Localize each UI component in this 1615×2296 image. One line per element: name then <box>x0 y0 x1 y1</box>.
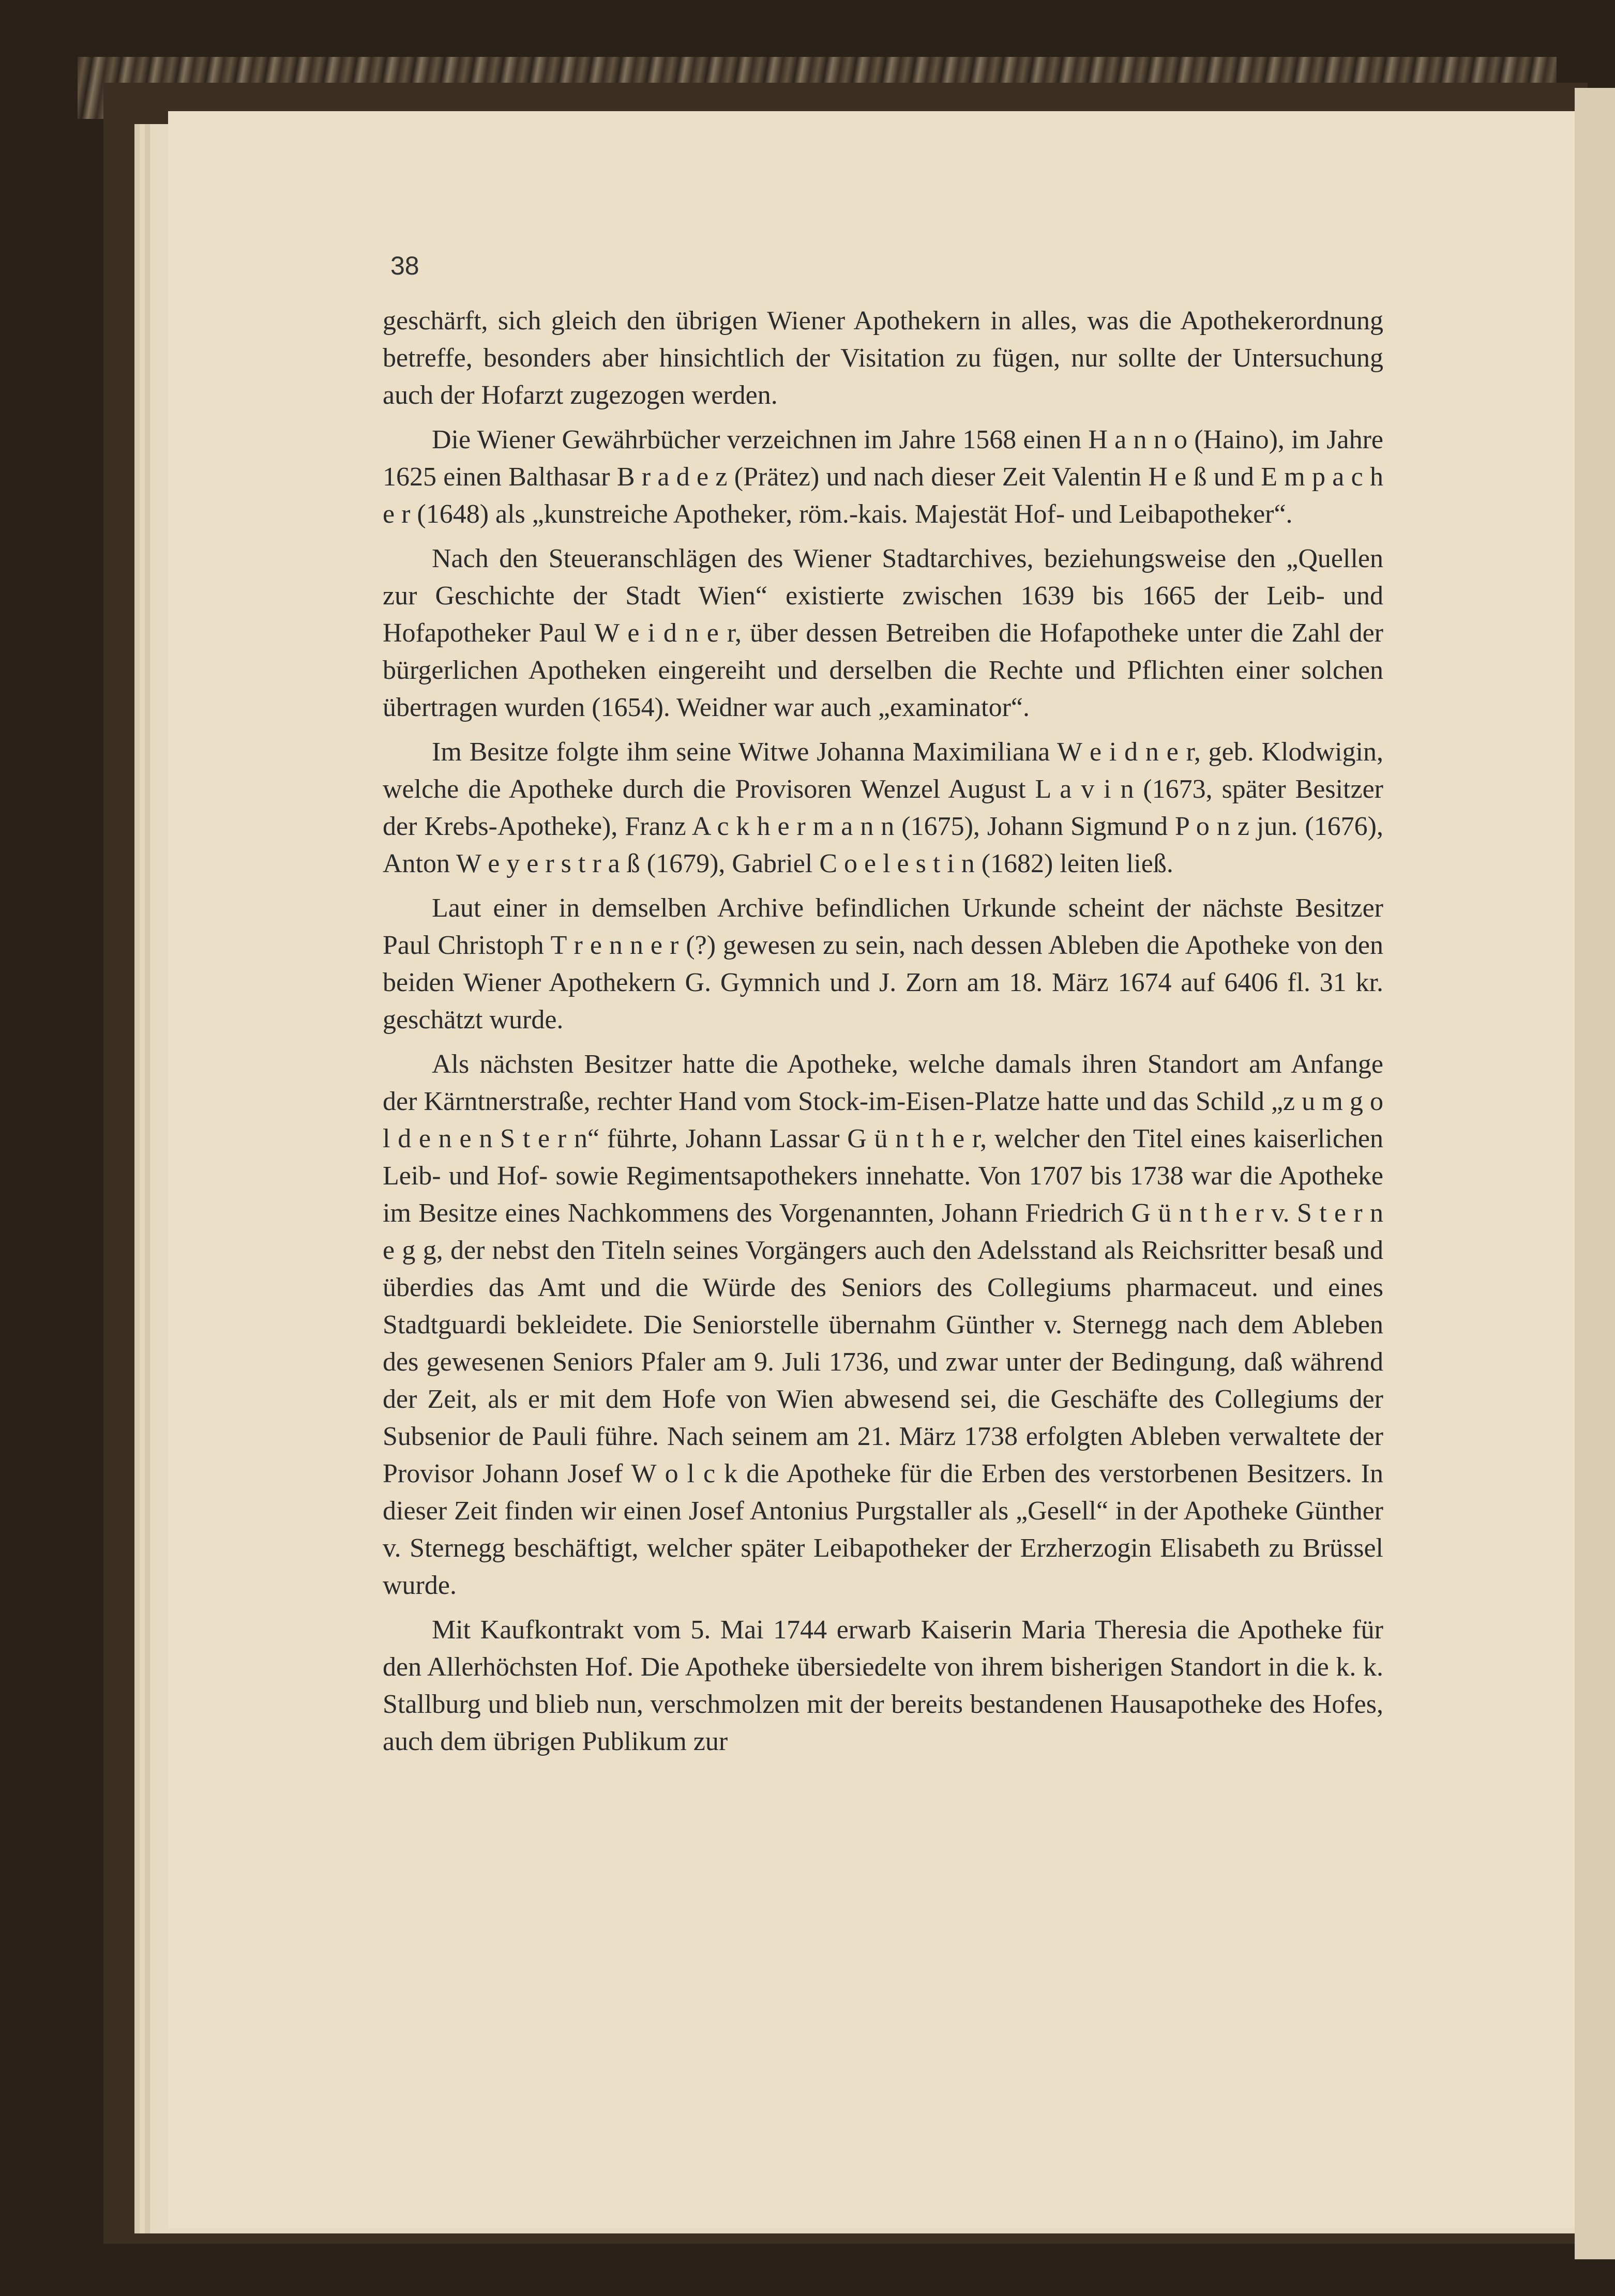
paragraph: Nach den Steueranschlägen des Wiener Stadtarchives, beziehungsweise den „Quellen zur Geschichte der Stadt Wien“ existierte zwischen 1639 bis 1665 der Leib- und Hofapotheker Paul W e i d n e r, über dessen Betreiben die Hofapotheke unter die Zahl der bürgerlichen Apotheken eingereiht und derselben die Rechte und Pflichten einer solchen übertragen wurden (1654). Weidner war auch „examinator“. <box>383 544 1383 722</box>
page-number: 38 <box>390 251 419 280</box>
paragraph: Im Besitze folgte ihm seine Witwe Johanna Maximiliana W e i d n e r, geb. Klodwigin, welche die Apotheke durch die Provisoren Wenzel August L a v i n (1673, später Besitzer der Krebs-Apotheke), Franz A c k h e r m a n n (1675), Johann Sigmund P o n z jun. (1676), Anton W e y e r s t r a ß (1679), Gabriel C o e l e s t i n (1682) leiten ließ. <box>383 737 1383 878</box>
paragraph: Mit Kaufkontrakt vom 5. Mai 1744 erwarb Kaiserin Maria Theresia die Apotheke für den Allerhöchsten Hof. Die Apotheke übersiedelte von ihrem bisherigen Standort in die k. k. Stallburg und blieb nun, verschmolzen mit der bereits bestandenen Hausapotheke des Hofes, auch dem übrigen Publikum zur <box>383 1615 1383 1756</box>
page-body <box>383 302 1383 1768</box>
paragraph: Die Wiener Gewährbücher verzeichnen im Jahre 1568 einen H a n n o (Haino), im Jahre 1625 einen Balthasar B r a d e z (Prätez) und nach dieser Zeit Valentin H e ß und E m p a c h e r (1648) als „kunstreiche Apotheker, röm.-kais. Majestät Hof- und Leibapotheker“. <box>383 425 1383 529</box>
paragraph: Als nächsten Besitzer hatte die Apotheke, welche damals ihren Standort am Anfange der Kärntnerstraße, rechter Hand vom Stock-im-Eisen-Platze hatte und das Schild „z u m g o l d e n e n S t e r n“ führte, Johann Lassar G ü n t h e r, welcher den Titel eines kaiserlichen Leib- und Hof- sowie Regimentsapothekers innehatte. Von 1707 bis 1738 war die Apotheke im Besitze eines Nachkommens des Vorgenannten, Johann Friedrich G ü n t h e r v. S t e r n e g g, der nebst den Titeln seines Vorgängers auch den Adelsstand als Reichsritter besaß und überdies das Amt und die Würde des Seniors des Collegiums pharmaceut. und eines Stadtguardi bekleidete. Die Seniorstelle übernahm Günther v. Sternegg nach dem Ableben des gewesenen Seniors Pfaler am 9. Juli 1736, und zwar unter der Bedingung, daß während der Zeit, als er mit dem Hofe von Wien abwesend sei, die Geschäfte des Collegiums der Subsenior de Pauli führe. Nach seinem am 21. März 1738 erfolgten Ableben verwaltete der Provisor Johann Josef W o l c k die Apotheke für die Erben des verstorbenen Besitzers. In dieser Zeit finden wir einen Josef Antonius Purgstaller als „Gesell“ in der Apotheke Günther v. Sternegg beschäftigt, welcher später Leibapotheker der Erzherzogin Elisabeth zu Brüssel wurde. <box>383 1050 1383 1600</box>
paragraph: geschärft, sich gleich den übrigen Wiener Apothekern in alles, was die Apothekerordnung betreffe, besonders aber hinsichtlich der Visitation zu fügen, nur sollte der Untersuchung auch der Hofarzt zugezogen werden. <box>383 306 1383 410</box>
paragraph: Laut einer in demselben Archive befindlichen Urkunde scheint der nächste Besitzer Paul Christoph T r e n n e r (?) gewesen zu sein, nach dessen Ableben die Apotheke von den beiden Wiener Apothekern G. Gymnich und J. Zorn am 18. März 1674 auf 6406 fl. 31 kr. geschätzt wurde. <box>383 893 1383 1035</box>
facing-page-edge <box>1575 88 1615 2259</box>
